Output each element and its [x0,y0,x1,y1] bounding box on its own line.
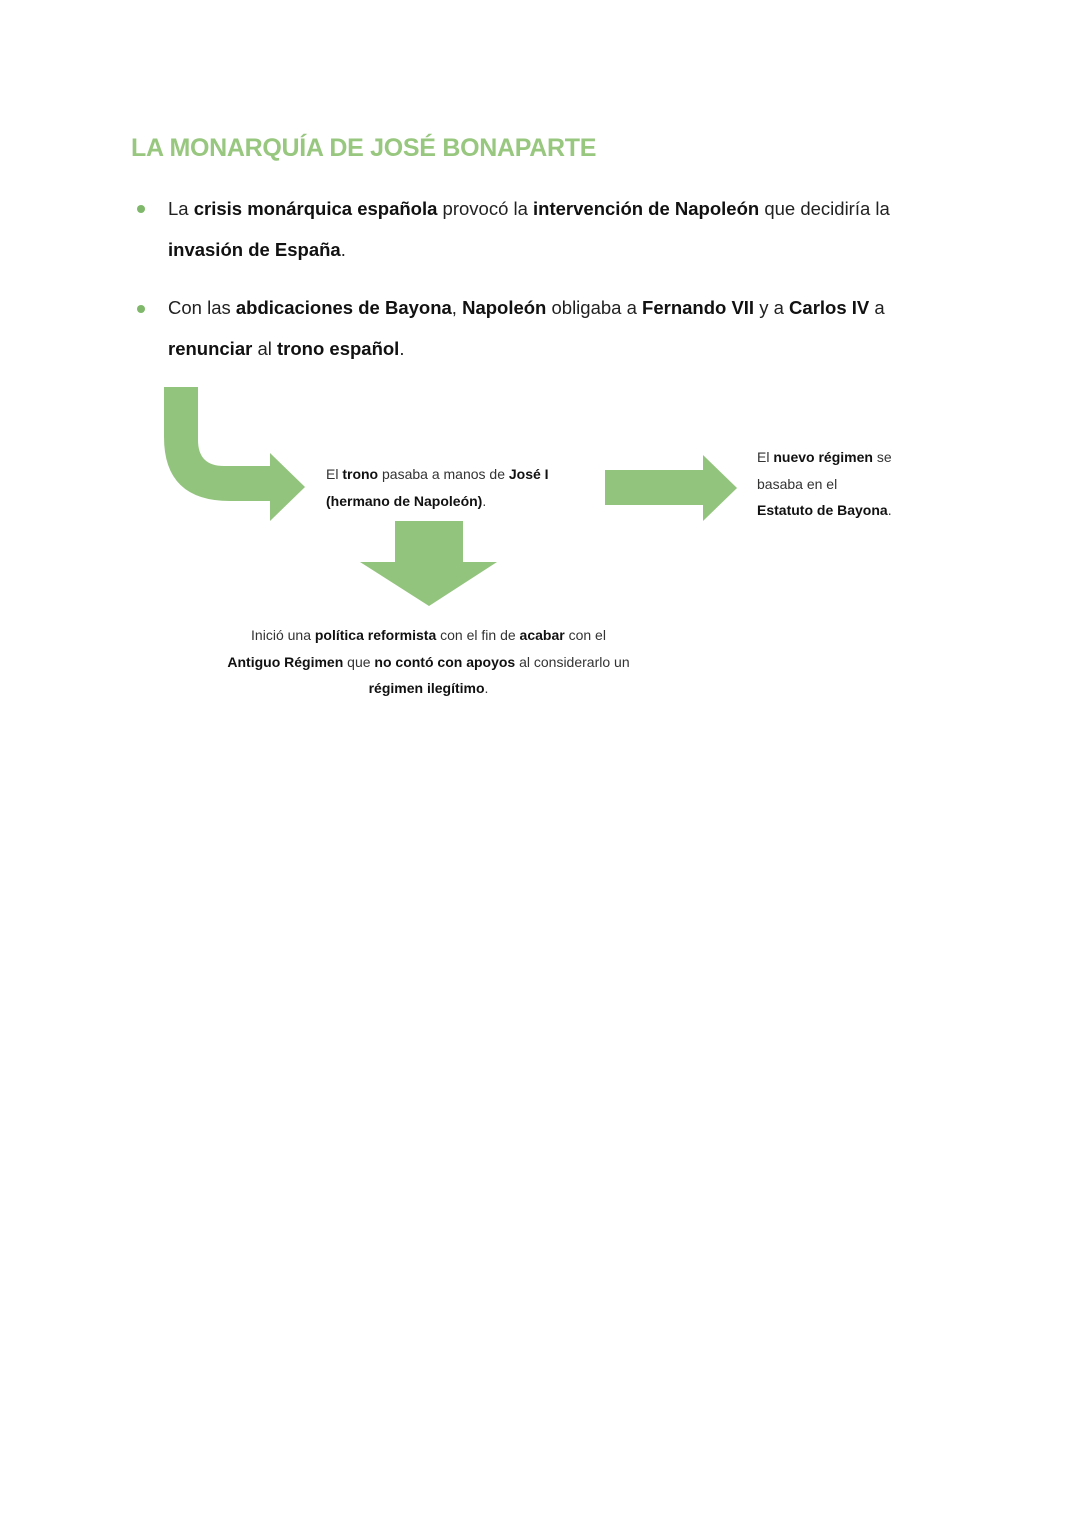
right-arrow-icon [605,455,737,521]
bold-text: José I [508,466,549,482]
text-segment: . [340,238,346,260]
text-segment: Con las [168,297,236,318]
text-segment: obligaba a [546,297,643,318]
bold-text: renunciar [168,337,253,359]
bold-text: acabar [519,627,565,643]
section-title: LA MONARQUÍA DE JOSÉ BONAPARTE [131,134,597,162]
bold-text: Antiguo Régimen [227,653,344,670]
bold-text: Fernando VII [642,297,755,318]
text-segment: , [451,297,463,318]
text-segment: El [326,466,343,482]
bold-text: intervención de Napoleón [533,198,760,219]
bold-text: nuevo régimen [773,449,873,465]
bold-text: trono [342,466,379,482]
text-segment: . [484,680,489,696]
bold-text: Carlos IV [789,297,870,318]
diagram-center-text [326,461,591,514]
diagram-arrows [0,0,1080,720]
text-segment: al [252,337,277,359]
curved-arrow-icon [164,387,305,521]
diagram-bottom-text [226,622,631,702]
bold-text: trono español [277,337,400,359]
text-segment: . [482,492,487,509]
bold-text: crisis monárquica española [193,198,438,219]
text-segment: con el fin de [436,627,520,643]
bold-text: invasión de España [168,238,341,260]
bold-text: abdicaciones de Bayona [235,297,452,318]
down-arrow-icon [360,521,497,606]
text-segment: . [399,337,405,359]
diagram-right-text [757,444,897,524]
text-segment: a [869,297,885,318]
text-segment: que [343,653,375,670]
text-segment: al considerarlo un [515,653,630,670]
bold-text: Estatuto de Bayona [757,502,888,518]
text-segment: provocó la [437,198,534,219]
text-segment: La [168,198,194,219]
bold-text: (hermano de Napoleón) [326,492,483,509]
bold-text: régimen ilegítimo [368,680,485,696]
bold-text: no contó con apoyos [374,653,516,670]
text-segment: que decidiría la [759,198,890,219]
text-segment: con el [564,627,606,643]
bold-text: política reformista [314,627,437,643]
text-segment: pasaba a manos de [378,466,509,482]
text-segment: El [757,449,774,465]
text-segment: Inició una [251,627,315,643]
text-segment: y a [754,297,790,318]
text-segment: se basaba en el [757,449,892,492]
text-segment: . [887,502,892,518]
bold-text: Napoleón [462,297,547,318]
